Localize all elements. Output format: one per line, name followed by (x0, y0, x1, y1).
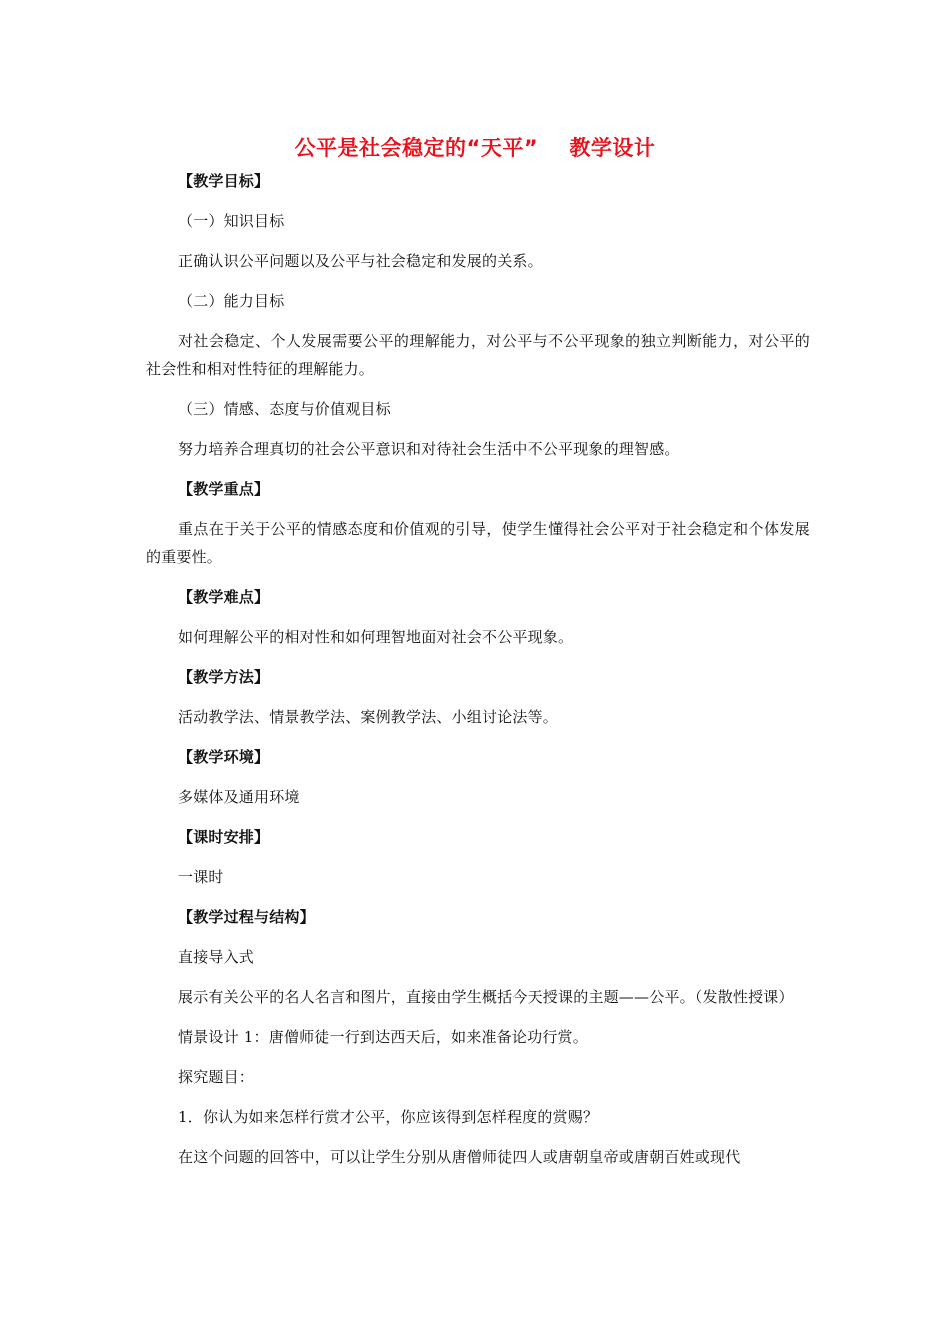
section-heading: 【教学过程与结构】 (178, 908, 315, 926)
section-heading: 【课时安排】 (178, 828, 270, 846)
paragraph: （三）情感、态度与价值观目标 (178, 400, 391, 418)
paragraph: 在这个问题的回答中，可以让学生分别从唐僧师徒四人或唐朝皇帝或唐朝百姓或现代 (178, 1148, 741, 1166)
paragraph: （二）能力目标 (178, 292, 285, 310)
paragraph: 一课时 (178, 868, 224, 886)
paragraph: 直接导入式 (178, 948, 255, 966)
document-body (146, 167, 810, 1183)
section-heading: 【教学目标】 (178, 172, 270, 190)
paragraph: 如何理解公平的相对性和如何理智地面对社会不公平现象。 (178, 628, 574, 646)
paragraph: 探究题目： (178, 1068, 255, 1086)
section-heading: 【教学环境】 (178, 748, 270, 766)
section-heading: 【教学难点】 (178, 588, 270, 606)
paragraph: 展示有关公平的名人名言和图片，直接由学生概括今天授课的主题——公平。（发散性授课） (178, 988, 794, 1006)
paragraph: 重点在于关于公平的情感态度和价值观的引导，使学生懂得社会公平对于社会稳定和个体发展的重要性。 (146, 520, 810, 566)
section-heading: 【教学重点】 (178, 480, 270, 498)
section-heading: 【教学方法】 (178, 668, 270, 686)
paragraph: （一）知识目标 (178, 212, 285, 230)
document-title: 公平是社会稳定的“天平” 教学设计 (294, 136, 656, 160)
paragraph: 情景设计 1：唐僧师徒一行到达西天后，如来准备论功行赏。 (178, 1028, 588, 1046)
paragraph: 1．你认为如来怎样行赏才公平，你应该得到怎样程度的赏赐？ (178, 1108, 599, 1126)
paragraph: 活动教学法、情景教学法、案例教学法、小组讨论法等。 (178, 708, 559, 726)
paragraph: 对社会稳定、个人发展需要公平的理解能力，对公平与不公平现象的独立判断能力，对公平的社会性和相对性特征的理解能力。 (146, 332, 810, 378)
paragraph: 正确认识公平问题以及公平与社会稳定和发展的关系。 (178, 252, 543, 270)
paragraph: 多媒体及通用环境 (178, 788, 300, 806)
paragraph: 努力培养合理真切的社会公平意识和对待社会生活中不公平现象的理智感。 (178, 440, 680, 458)
